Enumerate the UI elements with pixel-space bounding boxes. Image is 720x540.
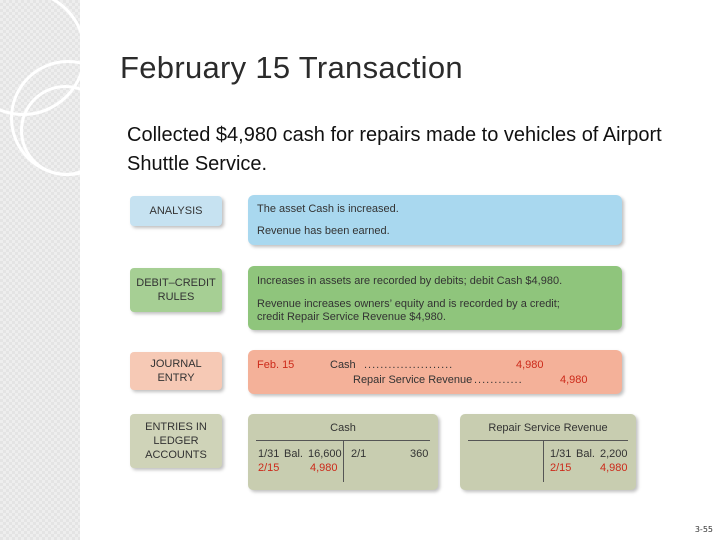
revenue-credit-1-date: 1/31 [550,448,572,460]
journal-credit-account: Repair Service Revenue [353,374,473,386]
journal-credit-leader: ............ [474,374,523,386]
analysis-line-2: Revenue has been earned. [257,225,390,237]
analysis-label-text: ANALYSIS [149,205,203,217]
analysis-content [248,195,622,245]
rules-line-2: Revenue increases owners’ equity and is recorded by a credit; [257,298,560,310]
cash-credit-1-amount: 360 [410,448,429,460]
cash-debit-2-date: 2/15 [258,462,280,474]
debit-credit-rules-content [248,266,622,330]
rules-label-line-1: DEBIT–CREDIT [136,277,216,289]
repair-service-revenue-t-account [460,414,636,490]
journal-credit-amount: 4,980 [560,374,588,386]
ledger-label-line-1: ENTRIES IN [145,421,207,433]
t-account-center-rule [343,440,344,482]
slide-title: February 15 Transaction [120,50,463,85]
journal-entry-label [130,352,222,390]
cash-debit-2-amount: 4,980 [310,462,338,474]
transaction-description: Collected $4,980 cash for repairs made to vehicles of Airport Shuttle Service. [127,124,662,175]
ledger-entries-label [130,414,222,468]
cash-debit-1-date: 1/31 [258,448,280,460]
revenue-credit-2-amount: 4,980 [600,462,628,474]
revenue-credit-1-desc: Bal. [576,448,595,460]
ledger-label-line-2: LEDGER [153,435,199,447]
journal-debit-account: Cash [330,359,356,371]
cash-t-account [248,414,438,490]
t-account-center-rule [543,440,544,482]
revenue-account-title: Repair Service Revenue [488,422,608,434]
journal-debit-leader: ...................... [364,359,454,371]
cash-debit-1-desc: Bal. [284,448,303,460]
journal-label-line-1: JOURNAL [150,358,202,370]
cash-account-title: Cash [330,422,356,434]
debit-credit-rules-label [130,268,222,312]
journal-entry-content [248,350,622,394]
analysis-line-1: The asset Cash is increased. [257,203,399,215]
cash-credit-1-date: 2/1 [351,448,367,460]
journal-date: Feb. 15 [257,359,295,371]
rules-label-line-2: RULES [157,291,195,303]
journal-debit-amount: 4,980 [516,359,544,371]
ledger-label-line-3: ACCOUNTS [145,449,207,461]
slide-page-number: 3-55 [694,525,713,534]
rules-line-3: credit Repair Service Revenue $4,980. [257,311,446,323]
t-account-top-rule [468,440,628,441]
analysis-label [130,196,222,226]
journal-label-line-2: ENTRY [157,372,195,384]
revenue-credit-1-amount: 2,200 [600,448,628,460]
rules-line-1: Increases in assets are recorded by debits; debit Cash $4,980. [257,275,563,287]
decorative-circle [20,85,111,176]
cash-debit-1-amount: 16,600 [308,448,342,460]
revenue-credit-2-date: 2/15 [550,462,572,474]
